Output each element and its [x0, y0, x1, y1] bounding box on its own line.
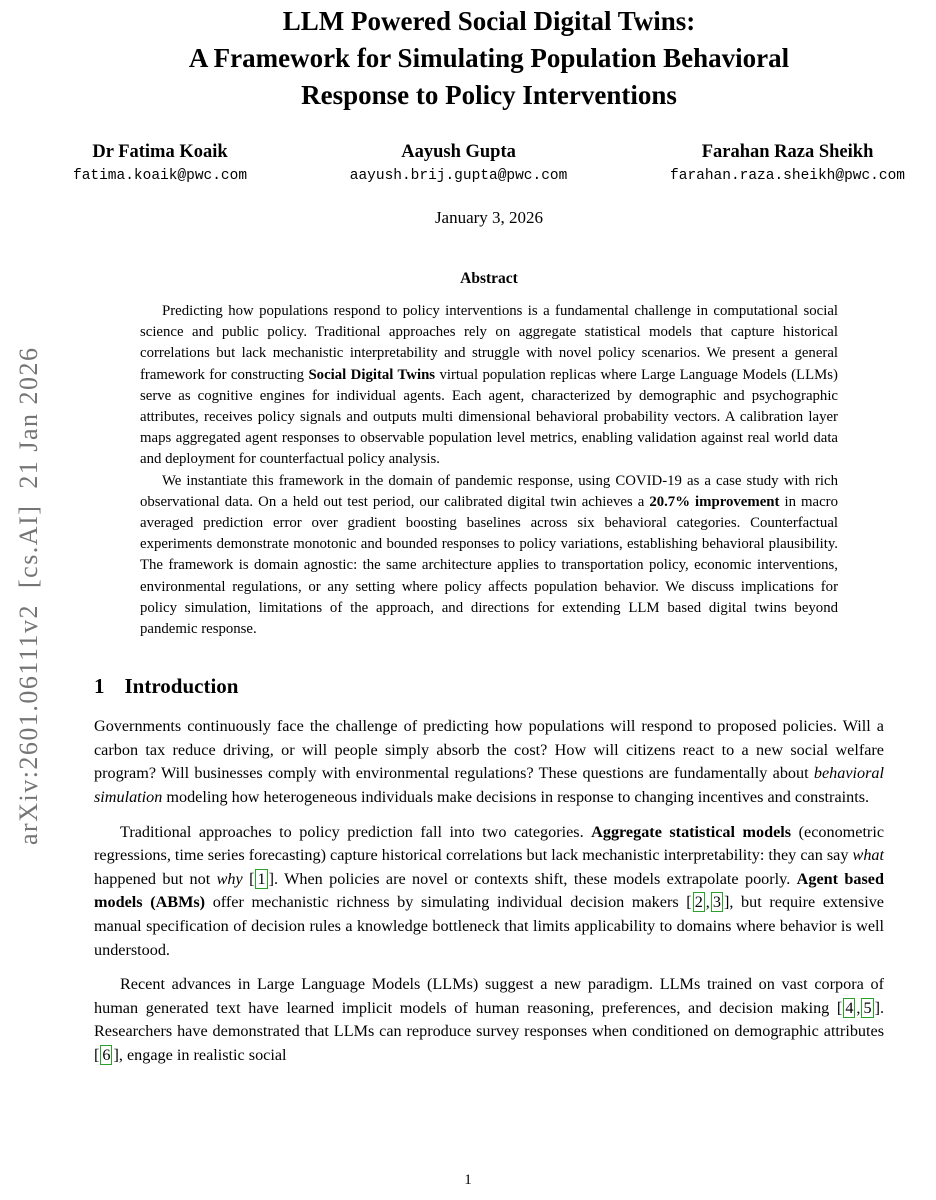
text-run: We instantiate this framework in the domain of pandemic response, using COVID-19 as a case study with rich observational data. On a held out test period, our calibrated digital twin achieves a — [140, 472, 838, 510]
text-run: (econometric regressions, time series forecasting) capture historical correlations but lack mechanistic interpretability: they can say — [94, 822, 885, 865]
text-run: , — [705, 893, 710, 912]
title-line: A Framework for Simulating Population Behavioral — [188, 43, 790, 73]
text-run: [ — [242, 869, 255, 888]
author-name: Dr Fatima Koaik — [92, 142, 228, 162]
body-paragraph — [94, 973, 884, 1067]
author-name: Farahan Raza Sheikh — [701, 142, 874, 162]
paper-title — [94, 3, 884, 114]
text-run: 20.7% improvement — [649, 493, 780, 510]
citation-link[interactable]: 3 — [712, 893, 721, 912]
author-email: farahan.raza.sheikh@pwc.com — [670, 168, 905, 184]
text-run: Traditional approaches to policy prediction fall into two categories. — [120, 822, 592, 841]
author-row — [73, 141, 905, 184]
citation-link[interactable]: 5 — [863, 998, 872, 1017]
page-number: 1 — [464, 1172, 472, 1188]
citation-link[interactable]: 2 — [694, 893, 703, 912]
body-paragraph — [94, 715, 884, 809]
citation-link[interactable]: 1 — [257, 869, 266, 888]
abstract-paragraph — [140, 301, 838, 471]
text-run: ]. Researchers have demonstrated that LLMs can reproduce survey responses when conditioned on demographic attributes [ — [94, 998, 884, 1064]
text-run: what — [852, 846, 884, 865]
text-run: ]. When policies are novel or contexts shift, these models extrapolate poorly. — [268, 869, 797, 888]
abstract-section — [140, 270, 838, 640]
paper-date: January 3, 2026 — [434, 208, 544, 227]
text-run: virtual population replicas where Large Language Models (LLMs) serve as cognitive engines for individual agents. Each agent, characterized by demographic and psychographic attributes, receives policy signals and outputs multi dimensional behavioral probability vectors. A calibration layer maps aggregated agent responses to observable population level metrics, enabling validation against real world data and deployment for counterfactual policy analysis. — [140, 366, 838, 468]
author-name: Aayush Gupta — [401, 142, 516, 162]
text-run: Predicting how populations respond to policy interventions is a fundamental challenge in computational social science and public policy. Traditional approaches rely on aggregate statistical models that capture historical correlations but lack mechanistic interpretability and struggle with novel policy scenarios. We present a general framework for constructing — [140, 303, 838, 383]
text-run: behavioral simulation — [94, 764, 884, 807]
text-run: offer mechanistic richness by simulating individual decision makers [ — [205, 893, 692, 912]
arxiv-stamp: arXiv:2601.06111v2 [cs.AI] 21 Jan 2026 — [14, 346, 43, 845]
text-run: Recent advances in Large Language Models (LLMs) suggest a new paradigm. LLMs trained on vast corpora of human generated text have learned implicit models of human reasoning, preferences, and decision making [ — [94, 975, 884, 1017]
text-run: happened but not — [94, 869, 217, 888]
text-run: , — [856, 998, 861, 1017]
text-run: modeling how heterogeneous individuals make decisions in response to changing incentives and constraints. — [162, 788, 870, 807]
paper-content — [73, 0, 905, 1068]
text-run: Agent based models (ABMs) — [94, 869, 884, 912]
text-run: Aggregate statistical models — [591, 822, 792, 841]
abstract-heading: Abstract — [460, 270, 518, 287]
title-line: LLM Powered Social Digital Twins: — [282, 6, 696, 36]
body-paragraph — [94, 821, 884, 963]
abstract-paragraph — [140, 471, 838, 641]
citation-link[interactable]: 6 — [102, 1045, 111, 1064]
section-title: Introduction — [124, 674, 239, 699]
text-run: ], but require extensive manual specification of decision rules a knowledge bottleneck that limits applicability to domains where behavior is well understood. — [94, 893, 884, 959]
author-block — [350, 141, 568, 184]
author-email: aayush.brij.gupta@pwc.com — [349, 168, 568, 184]
author-email: fatima.koaik@pwc.com — [73, 168, 248, 184]
text-run: in macro averaged prediction error over gradient boosting baselines across six behavioral categories. Counterfactual experiments demonstrate monotonic and bounded responses to policy variations, establishing behavioral plausibility. The framework is domain agnostic: the same architecture applies to transportation policy, economic interventions, environmental regulations, or any setting where policy affects population behavior. We discuss implications for policy simulation, limitations of the approach, and directions for extending LLM based digital twins beyond pandemic response. — [140, 493, 838, 638]
author-block — [73, 141, 247, 184]
text-run: Governments continuously face the challenge of predicting how populations will respond to proposed policies. Will a carbon tax reduce driving, or will people simply absorb the cost? How will citizens react to a new social welfare program? Will businesses comply with environmental regulations? These questions are fundamentally about — [94, 717, 884, 783]
section-heading — [94, 674, 884, 699]
text-run: why — [216, 869, 243, 888]
citation-link[interactable]: 4 — [845, 998, 854, 1017]
title-line: Response to Policy Interventions — [301, 80, 677, 110]
text-run: ], engage in realistic social — [113, 1045, 287, 1064]
section-number: 1 — [94, 674, 105, 699]
author-block — [670, 141, 905, 184]
text-run: Social Digital Twins — [308, 366, 436, 383]
